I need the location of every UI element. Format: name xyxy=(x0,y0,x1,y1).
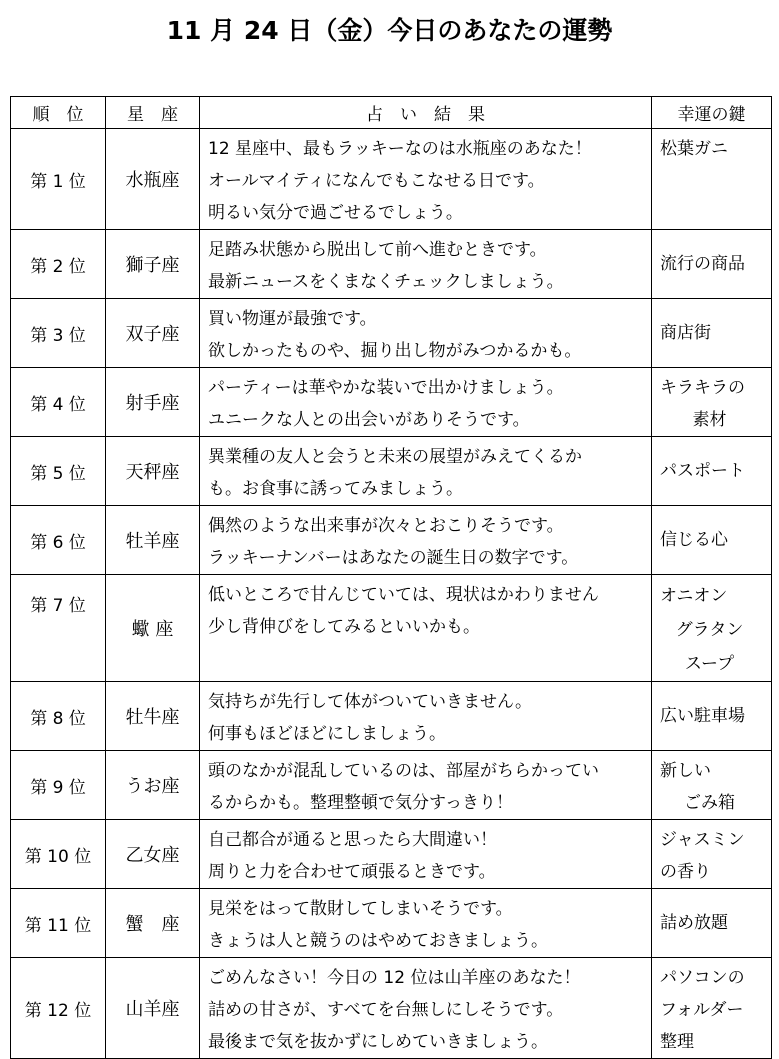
result-line: 最後まで気を抜かずにしめていきましょう。 xyxy=(208,1032,548,1052)
result-column-header: 占 い 結 果 xyxy=(200,97,652,129)
sign-cell: うお座 xyxy=(106,751,200,820)
sign-cell: 牡羊座 xyxy=(106,506,200,575)
result-line: 12 星座中、最もラッキーなのは水瓶座のあなた！ xyxy=(208,139,592,159)
rank-cell: 第 7 位 xyxy=(11,575,106,682)
table-row xyxy=(11,820,772,889)
result-line: 明るい気分で過ごせるでしょう。 xyxy=(208,203,463,223)
result-cell xyxy=(200,958,652,1059)
sign-cell: 水瓶座 xyxy=(106,129,200,230)
result-line: きょうは人と競うのはやめておきましょう。 xyxy=(208,931,548,951)
table-row xyxy=(11,437,772,506)
result-cell xyxy=(200,230,652,299)
result-cell xyxy=(200,751,652,820)
rank-cell: 第 12 位 xyxy=(11,958,106,1059)
lucky-item-text: の香り xyxy=(660,862,711,882)
lucky-item-text: 流行の商品 xyxy=(660,254,745,274)
table-row xyxy=(11,575,772,682)
sign-cell: 双子座 xyxy=(106,299,200,368)
lucky-item-cell xyxy=(652,751,772,820)
sign-cell: 牡牛座 xyxy=(106,682,200,751)
table-row xyxy=(11,129,772,230)
table-row xyxy=(11,230,772,299)
rank-cell: 第 9 位 xyxy=(11,751,106,820)
sign-column-header: 星 座 xyxy=(106,97,200,129)
lucky-item-cell xyxy=(652,889,772,958)
table-header-row xyxy=(11,97,772,129)
result-line: 買い物運が最強です。 xyxy=(208,309,377,329)
lucky-item-cell xyxy=(652,368,772,437)
result-line: 少し背伸びをしてみるといいかも。 xyxy=(208,617,480,637)
result-line: 自己都合が通ると思ったら大間違い！ xyxy=(208,830,497,850)
result-line: 気持ちが先行して体がついていきません。 xyxy=(208,692,533,712)
result-line: 欲しかったものや、掘り出し物がみつかるかも。 xyxy=(208,341,582,361)
result-line: ラッキーナンバーはあなたの誕生日の数字です。 xyxy=(208,548,579,568)
fortune-table xyxy=(10,96,772,1059)
lucky-item-text: 素材 xyxy=(692,410,727,430)
lucky-item-cell xyxy=(652,958,772,1059)
rank-cell: 第 2 位 xyxy=(11,230,106,299)
result-line: パーティーは華やかな装いで出かけましょう。 xyxy=(208,378,564,398)
result-line: ユニークな人との出会いがありそうです。 xyxy=(208,410,530,430)
rank-cell: 第 4 位 xyxy=(11,368,106,437)
lucky-item-text: 商店街 xyxy=(660,323,711,343)
result-line: 異業種の友人と会うと未来の展望がみえてくるか xyxy=(208,447,582,467)
result-line: 周りと力を合わせて頑張るときです。 xyxy=(208,862,496,882)
sign-cell: 獅子座 xyxy=(106,230,200,299)
lucky-item-text: スープ xyxy=(684,654,735,674)
result-line: るからかも。整理整頓で気分すっきり！ xyxy=(208,793,513,813)
sign-cell: 蠍 座 xyxy=(106,575,200,682)
result-line: 低いところで甘んじていては、現状はかわりません xyxy=(208,585,599,605)
lucky-item-text: 信じる心 xyxy=(660,530,728,550)
rank-cell: 第 11 位 xyxy=(11,889,106,958)
table-row xyxy=(11,299,772,368)
sign-cell: 山羊座 xyxy=(106,958,200,1059)
result-line: も。お食事に誘ってみましょう。 xyxy=(208,479,463,499)
rank-cell: 第 1 位 xyxy=(11,129,106,230)
result-cell xyxy=(200,129,652,230)
sign-cell: 天秤座 xyxy=(106,437,200,506)
lucky-item-text: ジャスミン xyxy=(660,830,745,850)
result-line: ごめんなさい！今日の 12 位は山羊座のあなた！ xyxy=(208,968,581,988)
lucky-item-cell xyxy=(652,437,772,506)
lucky-item-cell xyxy=(652,230,772,299)
sign-cell: 蟹 座 xyxy=(106,889,200,958)
lucky-item-cell xyxy=(652,299,772,368)
lucky-item-cell xyxy=(652,682,772,751)
sign-cell: 射手座 xyxy=(106,368,200,437)
lucky-item-cell xyxy=(652,820,772,889)
result-cell xyxy=(200,437,652,506)
rank-cell: 第 5 位 xyxy=(11,437,106,506)
lucky-item-column-header: 幸運の鍵 xyxy=(652,97,772,129)
result-cell xyxy=(200,575,652,682)
rank-cell: 第 8 位 xyxy=(11,682,106,751)
result-cell xyxy=(200,889,652,958)
lucky-item-text: キラキラの xyxy=(660,378,745,398)
rank-cell: 第 6 位 xyxy=(11,506,106,575)
rank-cell: 第 3 位 xyxy=(11,299,106,368)
table-row xyxy=(11,958,772,1059)
rank-column-header: 順 位 xyxy=(11,97,106,129)
lucky-item-text: 詰め放題 xyxy=(660,913,728,933)
result-line: 何事もほどほどにしましょう。 xyxy=(208,724,446,744)
lucky-item-text: フォルダー xyxy=(660,1000,744,1020)
lucky-item-cell xyxy=(652,575,772,682)
result-cell xyxy=(200,682,652,751)
result-cell xyxy=(200,299,652,368)
lucky-item-cell xyxy=(652,129,772,230)
result-line: 見栄をはって散財してしまいそうです。 xyxy=(208,899,513,919)
page-title: 11 月 24 日（金）今日のあなたの運勢 xyxy=(166,16,613,45)
lucky-item-text: パソコンの xyxy=(660,968,745,988)
lucky-item-text: 広い駐車場 xyxy=(660,706,745,726)
lucky-item-text: オニオン xyxy=(660,586,728,606)
lucky-item-text: 松葉ガニ xyxy=(660,139,728,159)
result-cell xyxy=(200,368,652,437)
table-row xyxy=(11,889,772,958)
rank-cell: 第 10 位 xyxy=(11,820,106,889)
result-line: オールマイティになんでもこなせる日です。 xyxy=(208,171,545,191)
result-line: 最新ニュースをくまなくチェックしましょう。 xyxy=(208,272,564,292)
lucky-item-text: グラタン xyxy=(675,620,744,640)
sign-cell: 乙女座 xyxy=(106,820,200,889)
lucky-item-cell xyxy=(652,506,772,575)
lucky-item-text: 新しい xyxy=(660,761,711,781)
lucky-item-text: パスポート xyxy=(660,461,745,481)
table-row xyxy=(11,751,772,820)
result-line: 詰めの甘さが、すべてを台無しにしそうです。 xyxy=(208,1000,564,1020)
lucky-item-text: 整理 xyxy=(660,1032,694,1052)
table-row xyxy=(11,368,772,437)
lucky-item-text: ごみ箱 xyxy=(684,793,735,813)
result-cell xyxy=(200,820,652,889)
result-line: 足踏み状態から脱出して前へ進むときです。 xyxy=(208,240,547,260)
result-line: 頭のなかが混乱しているのは、部屋がちらかってい xyxy=(208,761,599,781)
result-line: 偶然のような出来事が次々とおこりそうです。 xyxy=(208,516,564,536)
table-row xyxy=(11,682,772,751)
result-cell xyxy=(200,506,652,575)
table-row xyxy=(11,506,772,575)
